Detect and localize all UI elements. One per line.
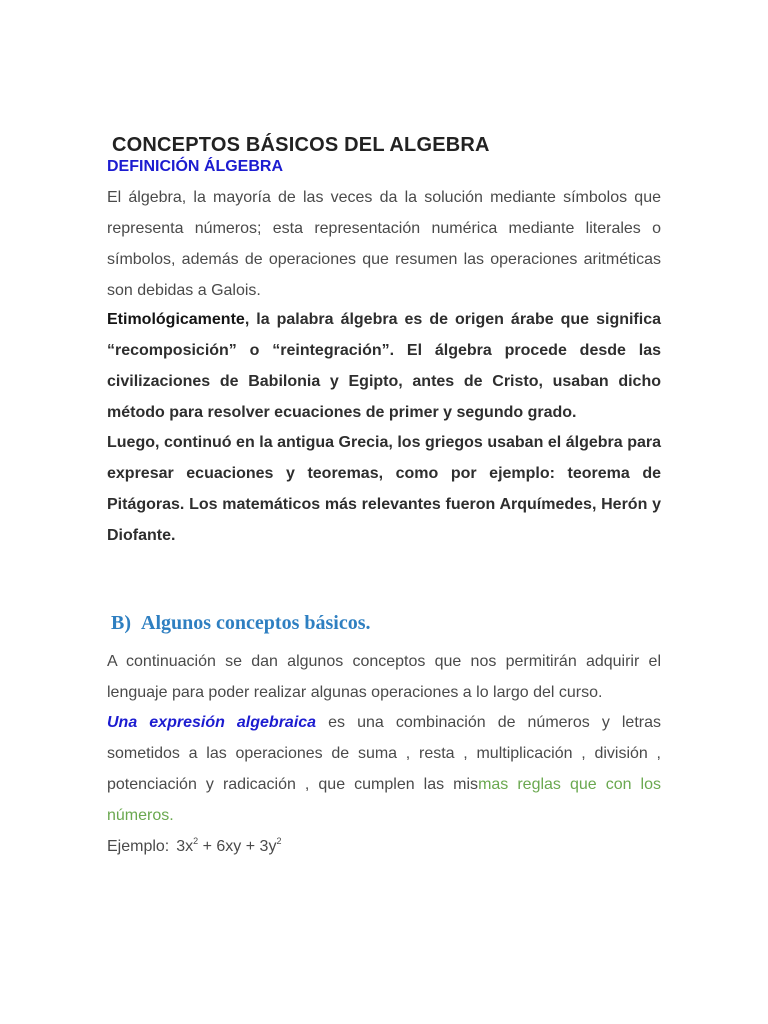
expression-definition-paragraph [107,707,661,831]
example-line [107,831,281,862]
example-term-1: 3x [176,838,194,855]
page-title: CONCEPTOS BÁSICOS DEL ALGEBRA [112,134,490,156]
definition-subtitle: DEFINICIÓN ÁLGEBRA [107,158,283,175]
etymology-text: , la palabra álgebra es de origen árabe que significa “recomposición” o “reintegración”. El álgebra procede desde las civilizaciones de Babilonia y Egipto, antes de Cristo, usaban dicho método para resolver ecuaciones de primer y segundo grado. [107,311,661,421]
expression-green-text: mas reglas que con los números. [107,776,662,824]
history-paragraph: Luego, continuó en la antigua Grecia, los griegos usaban el álgebra para expresar ecuaciones y teoremas, como por ejemplo: teorema de Pitágoras. Los matemáticos más relevantes fueron Arquímedes, Herón y Diofante. [107,434,661,544]
expression-text: es una combinación de números y letras sometidos a las operaciones de suma , resta , multiplicación , división , potenciación y radicación , que cumplen las mis [107,714,662,793]
section-b-title: Algunos conceptos básicos. [141,612,371,634]
example-exponent-2: 2 [276,836,282,846]
definition-paragraph: El álgebra, la mayoría de las veces da la solución mediante símbolos que representa números; esta representación numérica mediante literales o símbolos, además de operaciones que resumen las operaciones aritméticas son debidas a Galois. [107,189,661,299]
etymology-lead-term: Etimológicamente [107,311,245,328]
section-b-heading [111,612,370,635]
expression-term: Una expresión algebraica [107,714,317,731]
example-term-2: + 6xy + 3y [198,838,277,855]
example-exponent-1: 2 [193,836,199,846]
example-label: Ejemplo: [107,838,170,855]
etymology-paragraph [107,304,661,428]
section-b-marker: B) [111,612,131,634]
intro-paragraph: A continuación se dan algunos conceptos que nos permitirán adquirir el lenguaje para poder realizar algunas operaciones a lo largo del curso. [107,653,661,701]
